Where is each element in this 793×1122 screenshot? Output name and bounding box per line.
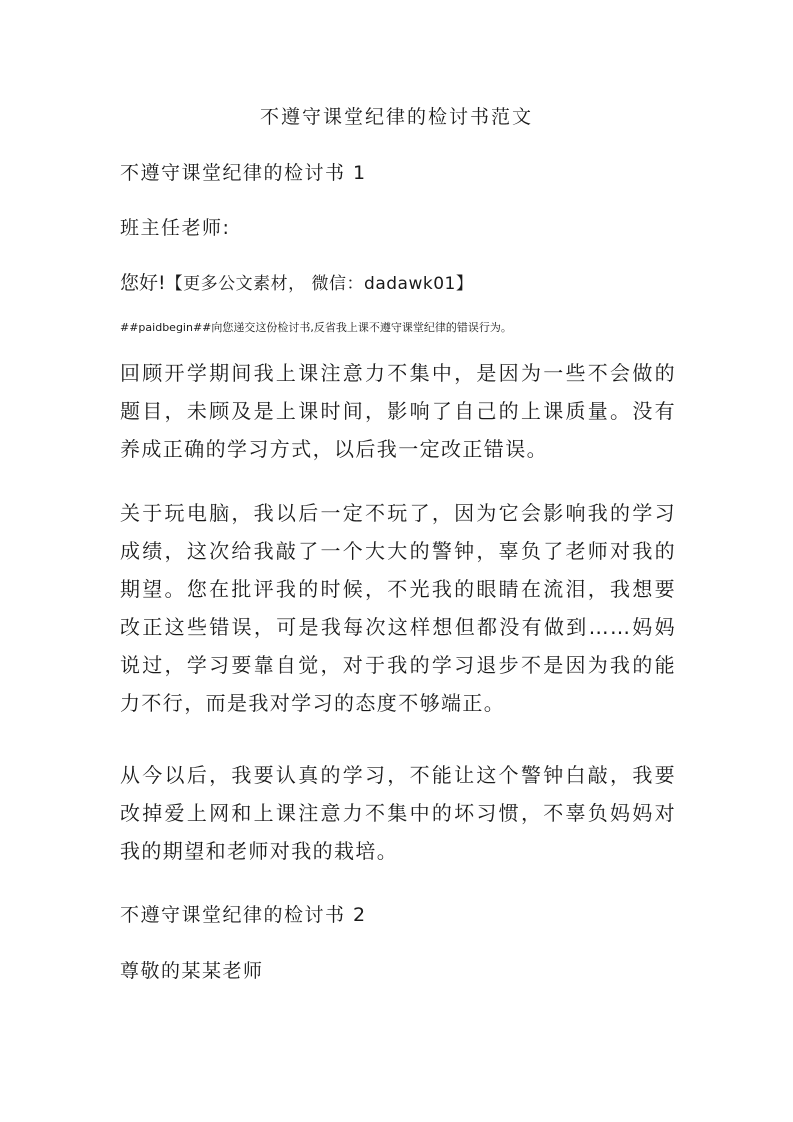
ad-text: 【更多公文素材， 微信：dadawk01】 [165,274,474,294]
greeting-line [120,270,473,297]
salutation-2: 尊敬的某某老师 [120,960,264,982]
paragraph-2: 关于玩电脑，我以后一定不玩了，因为它会影响我的学习成绩，这次给我敲了一个大大的警钟，辜负了老师对我的期望。您在批评我的时候，不光我的眼睛在流泪，我想要改正这些错误，可是我每次这样想但都没有做到……妈妈说过，学习要靠自觉，对于我的学习退步不是因为我的能力不行，而是我对学习的态度不够端正。 [120,501,676,715]
document-title: 不遵守课堂纪律的检讨书范文 [259,106,533,128]
paragraph-3: 从今以后，我要认真的学习，不能让这个警钟白敲，我要改掉爱上网和上课注意力不集中的坏习惯，不辜负妈妈对我的期望和老师对我的栽培。 [120,763,676,863]
salutation-1: 班主任老师: [120,217,231,239]
greeting-text: 您好! [120,272,166,294]
paid-begin-line: ##paidbegin##向您递交这份检讨书,反省我上课不遵守课堂纪律的错误行为。 [120,321,512,334]
paragraph-1: 回顾开学期间我上课注意力不集中，是因为一些不会做的题目，未顾及是上课时间，影响了自己的上课质量。没有养成正确的学习方式，以后我一定改正错误。 [120,361,676,461]
section-1-heading: 不遵守课堂纪律的检讨书 1 [120,162,367,184]
section-2-heading: 不遵守课堂纪律的检讨书 2 [120,904,367,926]
